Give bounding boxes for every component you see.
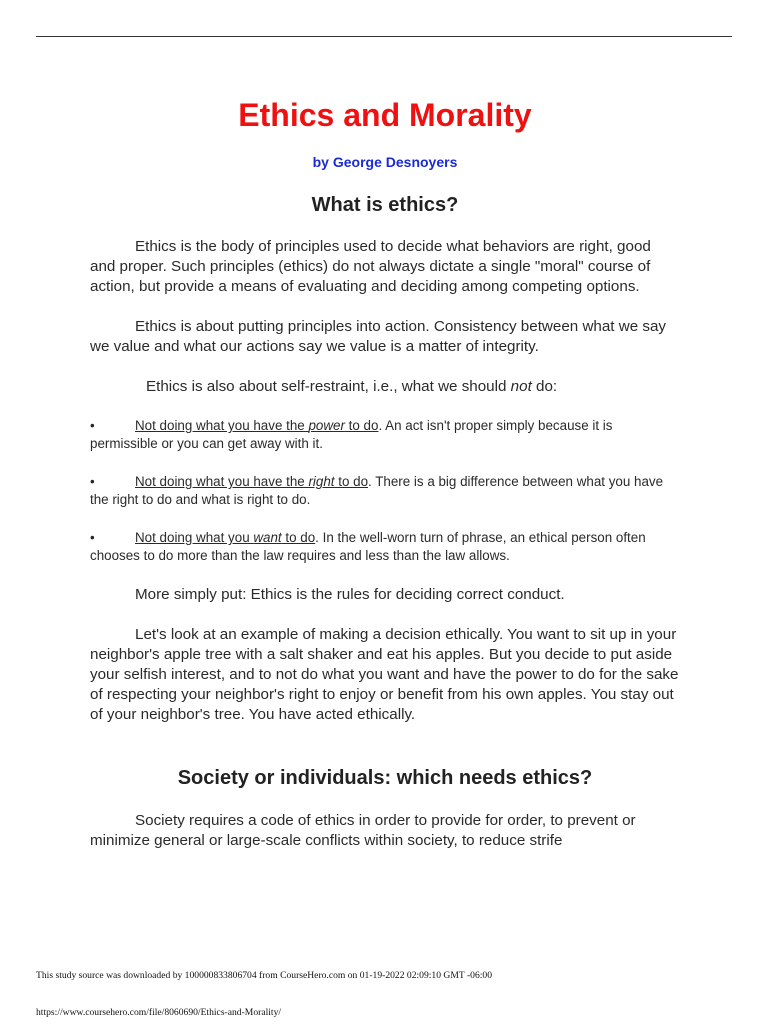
bullet-want-explanation: . In the well-worn turn of phrase, an ethical person often chooses to do more than the law requires and less than the law allows. <box>90 530 646 563</box>
bullet-power-explanation: . An act isn't proper simply because it is permissible or you can get away with it. <box>90 418 613 451</box>
bullet-want-emphasis: want <box>253 530 282 545</box>
bullet-power-lead: Not doing what you have the <box>135 418 309 433</box>
section-heading-what-is-ethics: What is ethics? <box>311 194 459 216</box>
self-restraint-end: do: <box>531 378 558 395</box>
bullet-want-lead: Not doing what you <box>135 530 254 545</box>
document-body <box>90 96 680 851</box>
bullet-power-underlined <box>135 418 378 433</box>
document-title: Ethics and Morality <box>238 97 532 133</box>
bullet-right-explanation: . There is a big difference between what you have the right to do and what is right to do. <box>90 474 664 507</box>
bullet-right-underlined <box>135 474 368 489</box>
paragraph-simply-put: More simply put: Ethics is the rules for deciding correct conduct. <box>135 586 565 603</box>
section-heading-society-or-individuals: Society or individuals: which needs ethics? <box>177 767 593 789</box>
paragraph-apple-example: Let's look at an example of making a decision ethically. You want to sit up in your neighbor's apple tree with a salt shaker and eat his apples. But you decide to put aside your selfish interest, and to not do what you want and have the power to do for the sake of respecting your neighbor's right to enjoy or benefit from his own apples. You stay out of your neighbor's tree. You have acted ethically. <box>90 626 679 723</box>
top-divider <box>36 36 732 37</box>
self-restraint-emphasis: not <box>510 378 532 395</box>
paragraph-self-restraint <box>90 377 680 397</box>
bullet-item-want <box>90 529 680 565</box>
bullet-dot: • <box>90 530 95 545</box>
bullet-item-power <box>90 417 680 453</box>
bullet-power-tail: to do <box>344 418 379 433</box>
bullet-power-emphasis: power <box>308 418 345 433</box>
bullet-item-right <box>90 473 680 509</box>
bullet-want-underlined <box>135 530 315 545</box>
paragraph-integrity: Ethics is about putting principles into action. Consistency between what we say we value and what our actions say we value is a matter of integrity. <box>90 318 667 355</box>
download-notice: This study source was downloaded by 100000833806704 from CourseHero.com on 01-19-2022 02:09:10 GMT -06:00 <box>36 970 493 981</box>
bullet-want-tail: to do <box>281 530 316 545</box>
bullet-right-lead: Not doing what you have the <box>135 474 309 489</box>
paragraph-definition: Ethics is the body of principles used to decide what behaviors are right, good and proper. Such principles (ethics) do not always dictate a single "moral" course of action, but provide a means of evaluating and deciding among competing options. <box>90 238 651 295</box>
author-byline: by George Desnoyers <box>312 154 458 170</box>
self-restraint-text: Ethics is also about self-restraint, i.e., what we should <box>146 378 511 395</box>
bullet-dot: • <box>90 418 95 433</box>
paragraph-society-code: Society requires a code of ethics in order to provide for order, to prevent or minimize general or large-scale conflicts within society, to reduce strife <box>90 812 636 849</box>
bullet-right-tail: to do <box>334 474 369 489</box>
bullet-dot: • <box>90 474 95 489</box>
bullet-right-emphasis: right <box>308 474 335 489</box>
source-url[interactable]: https://www.coursehero.com/file/8060690/Ethics-and-Morality/ <box>36 1007 282 1018</box>
